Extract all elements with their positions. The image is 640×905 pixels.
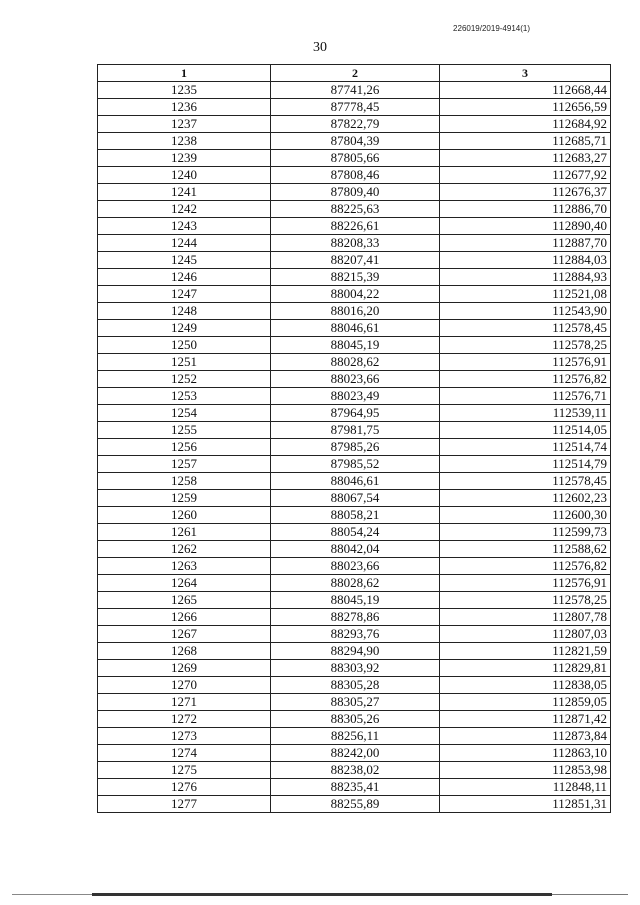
value-2-cell: 87809,40 xyxy=(271,184,440,201)
row-number-cell: 1258 xyxy=(98,473,271,490)
table-row xyxy=(98,371,611,388)
value-2-cell: 88208,33 xyxy=(271,235,440,252)
value-3-cell: 112578,45 xyxy=(440,320,611,337)
table-row xyxy=(98,218,611,235)
value-3-cell: 112600,30 xyxy=(440,507,611,524)
table-row xyxy=(98,677,611,694)
table-row xyxy=(98,286,611,303)
row-number-cell: 1264 xyxy=(98,575,271,592)
value-2-cell: 87985,26 xyxy=(271,439,440,456)
value-2-cell: 87822,79 xyxy=(271,116,440,133)
row-number-cell: 1252 xyxy=(98,371,271,388)
value-2-cell: 87804,39 xyxy=(271,133,440,150)
value-2-cell: 87808,46 xyxy=(271,167,440,184)
page-number: 30 xyxy=(313,40,327,55)
table-row xyxy=(98,99,611,116)
table-row xyxy=(98,405,611,422)
table-row xyxy=(98,252,611,269)
value-3-cell: 112887,70 xyxy=(440,235,611,252)
row-number-cell: 1259 xyxy=(98,490,271,507)
row-number-cell: 1276 xyxy=(98,779,271,796)
table-row xyxy=(98,150,611,167)
row-number-cell: 1238 xyxy=(98,133,271,150)
value-3-cell: 112514,74 xyxy=(440,439,611,456)
value-2-cell: 88042,04 xyxy=(271,541,440,558)
value-3-cell: 112859,05 xyxy=(440,694,611,711)
row-number-cell: 1277 xyxy=(98,796,271,813)
row-number-cell: 1247 xyxy=(98,286,271,303)
row-number-cell: 1254 xyxy=(98,405,271,422)
value-2-cell: 87985,52 xyxy=(271,456,440,473)
table-row xyxy=(98,490,611,507)
table-row xyxy=(98,456,611,473)
table-row xyxy=(98,575,611,592)
row-number-cell: 1243 xyxy=(98,218,271,235)
value-2-cell: 88235,41 xyxy=(271,779,440,796)
value-3-cell: 112576,82 xyxy=(440,371,611,388)
table-row xyxy=(98,779,611,796)
value-3-cell: 112871,42 xyxy=(440,711,611,728)
table-row xyxy=(98,184,611,201)
table-row xyxy=(98,201,611,218)
scan-edge-line-left xyxy=(12,894,92,895)
table-row xyxy=(98,337,611,354)
table-row xyxy=(98,388,611,405)
row-number-cell: 1266 xyxy=(98,609,271,626)
scan-edge-line-right xyxy=(552,894,628,895)
value-2-cell: 88067,54 xyxy=(271,490,440,507)
row-number-cell: 1257 xyxy=(98,456,271,473)
value-3-cell: 112676,37 xyxy=(440,184,611,201)
table-row xyxy=(98,473,611,490)
scan-edge-line xyxy=(92,893,552,896)
value-3-cell: 112884,93 xyxy=(440,269,611,286)
value-3-cell: 112848,11 xyxy=(440,779,611,796)
value-3-cell: 112807,03 xyxy=(440,626,611,643)
value-2-cell: 87778,45 xyxy=(271,99,440,116)
value-2-cell: 88242,00 xyxy=(271,745,440,762)
table-row xyxy=(98,728,611,745)
table-row xyxy=(98,422,611,439)
value-3-cell: 112539,11 xyxy=(440,405,611,422)
value-2-cell: 87964,95 xyxy=(271,405,440,422)
column-header-1: 1 xyxy=(98,65,271,82)
row-number-cell: 1273 xyxy=(98,728,271,745)
value-2-cell: 88303,92 xyxy=(271,660,440,677)
value-2-cell: 88045,19 xyxy=(271,337,440,354)
row-number-cell: 1269 xyxy=(98,660,271,677)
column-header-3: 3 xyxy=(440,65,611,82)
value-2-cell: 88226,61 xyxy=(271,218,440,235)
row-number-cell: 1272 xyxy=(98,711,271,728)
row-number-cell: 1270 xyxy=(98,677,271,694)
value-2-cell: 88023,49 xyxy=(271,388,440,405)
value-3-cell: 112576,91 xyxy=(440,354,611,371)
value-3-cell: 112853,98 xyxy=(440,762,611,779)
row-number-cell: 1274 xyxy=(98,745,271,762)
value-2-cell: 88028,62 xyxy=(271,354,440,371)
row-number-cell: 1263 xyxy=(98,558,271,575)
row-number-cell: 1245 xyxy=(98,252,271,269)
row-number-cell: 1235 xyxy=(98,82,271,99)
value-3-cell: 112521,08 xyxy=(440,286,611,303)
value-3-cell: 112602,23 xyxy=(440,490,611,507)
table-row xyxy=(98,167,611,184)
coordinates-table xyxy=(97,64,611,813)
value-3-cell: 112578,25 xyxy=(440,337,611,354)
value-2-cell: 88238,02 xyxy=(271,762,440,779)
table-row xyxy=(98,303,611,320)
row-number-cell: 1267 xyxy=(98,626,271,643)
value-3-cell: 112685,71 xyxy=(440,133,611,150)
row-number-cell: 1244 xyxy=(98,235,271,252)
value-2-cell: 87805,66 xyxy=(271,150,440,167)
value-2-cell: 88023,66 xyxy=(271,558,440,575)
value-3-cell: 112829,81 xyxy=(440,660,611,677)
row-number-cell: 1255 xyxy=(98,422,271,439)
value-2-cell: 88225,63 xyxy=(271,201,440,218)
value-2-cell: 88045,19 xyxy=(271,592,440,609)
row-number-cell: 1242 xyxy=(98,201,271,218)
value-2-cell: 88207,41 xyxy=(271,252,440,269)
row-number-cell: 1268 xyxy=(98,643,271,660)
value-2-cell: 88255,89 xyxy=(271,796,440,813)
value-3-cell: 112838,05 xyxy=(440,677,611,694)
table-row xyxy=(98,82,611,99)
value-2-cell: 88305,28 xyxy=(271,677,440,694)
value-2-cell: 88028,62 xyxy=(271,575,440,592)
value-2-cell: 88305,26 xyxy=(271,711,440,728)
row-number-cell: 1246 xyxy=(98,269,271,286)
value-2-cell: 88256,11 xyxy=(271,728,440,745)
value-2-cell: 87981,75 xyxy=(271,422,440,439)
value-3-cell: 112578,45 xyxy=(440,473,611,490)
table-row xyxy=(98,116,611,133)
value-2-cell: 88004,22 xyxy=(271,286,440,303)
value-3-cell: 112884,03 xyxy=(440,252,611,269)
table-row xyxy=(98,354,611,371)
table-row xyxy=(98,626,611,643)
value-3-cell: 112656,59 xyxy=(440,99,611,116)
table-row xyxy=(98,762,611,779)
value-3-cell: 112576,91 xyxy=(440,575,611,592)
table-row xyxy=(98,643,611,660)
row-number-cell: 1271 xyxy=(98,694,271,711)
value-3-cell: 112514,79 xyxy=(440,456,611,473)
value-3-cell: 112683,27 xyxy=(440,150,611,167)
value-3-cell: 112599,73 xyxy=(440,524,611,541)
value-2-cell: 88016,20 xyxy=(271,303,440,320)
value-2-cell: 88305,27 xyxy=(271,694,440,711)
table-row xyxy=(98,269,611,286)
value-3-cell: 112851,31 xyxy=(440,796,611,813)
value-3-cell: 112890,40 xyxy=(440,218,611,235)
table-row xyxy=(98,660,611,677)
table-row xyxy=(98,541,611,558)
value-3-cell: 112863,10 xyxy=(440,745,611,762)
table-row xyxy=(98,745,611,762)
value-3-cell: 112886,70 xyxy=(440,201,611,218)
row-number-cell: 1248 xyxy=(98,303,271,320)
row-number-cell: 1249 xyxy=(98,320,271,337)
value-2-cell: 88215,39 xyxy=(271,269,440,286)
row-number-cell: 1250 xyxy=(98,337,271,354)
table-row xyxy=(98,558,611,575)
row-number-cell: 1265 xyxy=(98,592,271,609)
row-number-cell: 1239 xyxy=(98,150,271,167)
value-2-cell: 88046,61 xyxy=(271,320,440,337)
table-row xyxy=(98,592,611,609)
value-2-cell: 87741,26 xyxy=(271,82,440,99)
value-3-cell: 112821,59 xyxy=(440,643,611,660)
value-3-cell: 112588,62 xyxy=(440,541,611,558)
value-3-cell: 112684,92 xyxy=(440,116,611,133)
table-row xyxy=(98,507,611,524)
row-number-cell: 1240 xyxy=(98,167,271,184)
row-number-cell: 1251 xyxy=(98,354,271,371)
row-number-cell: 1253 xyxy=(98,388,271,405)
table-row xyxy=(98,711,611,728)
value-3-cell: 112576,82 xyxy=(440,558,611,575)
value-2-cell: 88058,21 xyxy=(271,507,440,524)
value-2-cell: 88023,66 xyxy=(271,371,440,388)
row-number-cell: 1275 xyxy=(98,762,271,779)
row-number-cell: 1261 xyxy=(98,524,271,541)
row-number-cell: 1262 xyxy=(98,541,271,558)
table-row xyxy=(98,235,611,252)
value-3-cell: 112807,78 xyxy=(440,609,611,626)
table-row xyxy=(98,320,611,337)
row-number-cell: 1256 xyxy=(98,439,271,456)
table-row xyxy=(98,796,611,813)
document-reference: 226019/2019-4914(1) xyxy=(453,24,530,33)
value-2-cell: 88046,61 xyxy=(271,473,440,490)
value-2-cell: 88293,76 xyxy=(271,626,440,643)
column-header-2: 2 xyxy=(271,65,440,82)
table-body xyxy=(98,82,611,813)
table-row xyxy=(98,133,611,150)
table-header-row xyxy=(98,65,611,82)
table-row xyxy=(98,609,611,626)
row-number-cell: 1236 xyxy=(98,99,271,116)
value-3-cell: 112578,25 xyxy=(440,592,611,609)
value-2-cell: 88054,24 xyxy=(271,524,440,541)
value-2-cell: 88294,90 xyxy=(271,643,440,660)
row-number-cell: 1241 xyxy=(98,184,271,201)
table-row xyxy=(98,694,611,711)
value-2-cell: 88278,86 xyxy=(271,609,440,626)
value-3-cell: 112668,44 xyxy=(440,82,611,99)
table-row xyxy=(98,524,611,541)
value-3-cell: 112677,92 xyxy=(440,167,611,184)
value-3-cell: 112543,90 xyxy=(440,303,611,320)
value-3-cell: 112576,71 xyxy=(440,388,611,405)
row-number-cell: 1260 xyxy=(98,507,271,524)
table-row xyxy=(98,439,611,456)
value-3-cell: 112514,05 xyxy=(440,422,611,439)
row-number-cell: 1237 xyxy=(98,116,271,133)
value-3-cell: 112873,84 xyxy=(440,728,611,745)
